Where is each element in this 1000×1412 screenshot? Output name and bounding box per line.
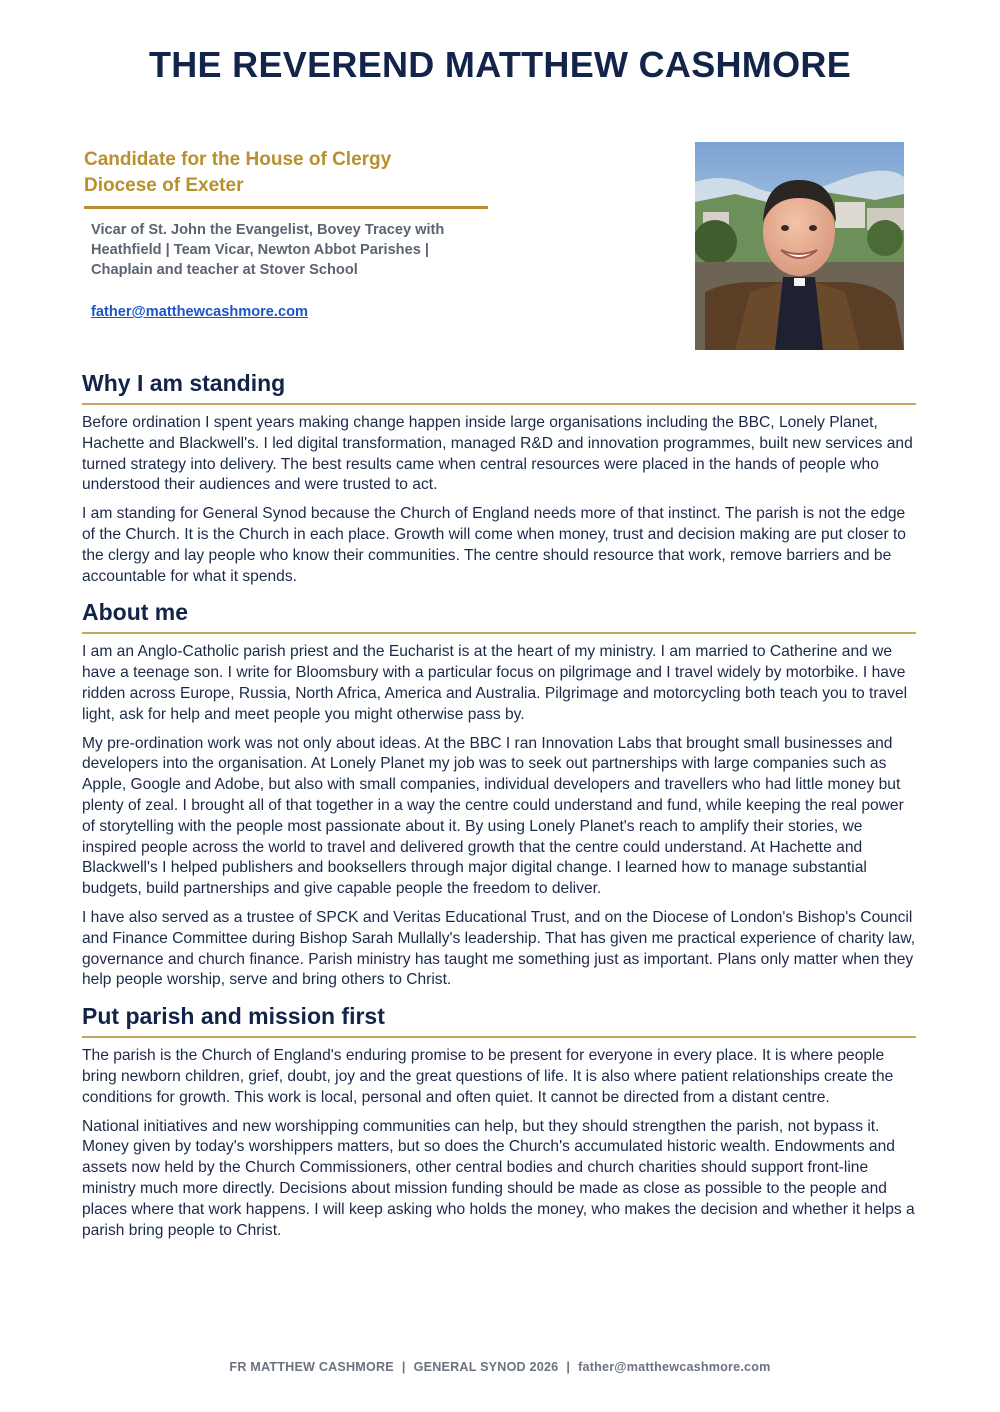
section-divider: [82, 632, 916, 634]
footer-event: GENERAL SYNOD 2026: [413, 1360, 559, 1374]
paragraph: I am an Anglo-Catholic parish priest and the Eucharist is at the heart of my ministry. I am married to Catherine and we have a teenage son. I write for Bloomsbury with a particular focus on pilgrimage and I travel widely by motorbike. I have ridden across Europe, Russia, North Africa, America and Australia. Pilgrimage and motorcycling both teach you to travel light, ask for help and meet people you might otherwise pass by.: [82, 643, 908, 723]
email-link[interactable]: father@matthewcashmore.com: [91, 304, 308, 320]
candidate-divider: [84, 206, 488, 209]
section-heading: Put parish and mission first: [82, 1003, 385, 1030]
role-description: Vicar of St. John the Evangelist, Bovey Tracey with Heathfield | Team Vicar, Newton Abbot Parishes | Chaplain and teacher at Stover School: [91, 222, 445, 278]
section-heading: About me: [82, 599, 189, 626]
footer-name: FR MATTHEW CASHMORE: [229, 1360, 394, 1374]
footer-separator: |: [566, 1360, 571, 1374]
paragraph: Before ordination I spent years making change happen inside large organisations including the BBC, Lonely Planet, Hachette and Blackwell's. I led digital transformation, managed R&D and innovation programmes, built new services and turned strategy into delivery. The best results came when central resources were placed in the hands of people who understood their audiences and were trusted to act.: [82, 414, 913, 494]
footer-email[interactable]: father@matthewcashmore.com: [578, 1360, 771, 1374]
candidate-line-house: Candidate for the House of Clergy: [84, 149, 392, 170]
section-about-me: [82, 595, 916, 991]
paragraph: I am standing for General Synod because the Church of England needs more of that instinct. The parish is not the edge of the Church. It is the Church in each place. Growth will come when money, trust and decision making are put closer to the clergy and lay people who know their communities. The centre should resource that work, remove barriers and be accountable for what it spends.: [82, 505, 906, 585]
section-why-standing: [82, 366, 916, 587]
paragraph: I have also served as a trustee of SPCK and Veritas Educational Trust, and on the Diocese of London's Bishop's Council and Finance Committee during Bishop Sarah Mullally's leadership. That has given me practical experience of charity law, governance and church finance. Parish ministry has taught me something just as important. Plans only matter when they help people worship, serve and bring others to Christ.: [82, 908, 916, 989]
section-divider: [82, 1036, 916, 1038]
paragraph: My pre-ordination work was not only about ideas. At the BBC I ran Innovation Labs that brought small businesses and developers into the organisation. At Lonely Planet my job was to seek out partnerships with large companies such as Apple, Google and Adobe, but also with small companies, individual developers and travellers who had little money but plenty of zeal. I brought all of that together in a way the centre could understand and fund, while keeping the real power of storytelling with the people most passionate about it. By using Lonely Planet's reach to amplify their stories, we inspired people across the world to travel and delivered growth that the centre could understand. At Hachette and Blackwell's I helped publishers and booksellers through major digital change. I learned how to manage substantial budgets, build partnerships and give capable people the freedom to deliver.: [82, 734, 904, 898]
portrait-photo: [695, 142, 904, 350]
section-parish-mission: [82, 999, 916, 1241]
candidate-heading: [84, 147, 488, 209]
page-title: THE REVEREND MATTHEW CASHMORE: [148, 44, 852, 85]
footer-separator: |: [401, 1360, 406, 1374]
paragraph: The parish is the Church of England's enduring promise to be present for everyone in every place. It is where people bring newborn children, grief, doubt, joy and the great questions of life. It is also where patient relationships create the conditions for growth. This work is local, personal and often quiet. It cannot be directed from a distant centre.: [82, 1047, 894, 1106]
footer: [0, 1360, 1000, 1374]
candidate-line-diocese: Diocese of Exeter: [84, 175, 244, 196]
main-content: [82, 366, 916, 1249]
section-divider: [82, 403, 916, 405]
paragraph: National initiatives and new worshipping communities can help, but they should strengthen the parish, not bypass it. Money given by today's worshippers matters, but so does the Church's accumulated historic wealth. Endowments and assets now held by the Church Commissioners, other central bodies and church charities should support front-line ministry much more directly. Decisions about mission funding should be made as close as possible to the people and places where that work happens. I will keep asking who holds the money, who makes the decision and whether it helps a parish bring people to Christ.: [82, 1117, 915, 1239]
section-heading: Why I am standing: [82, 370, 286, 396]
